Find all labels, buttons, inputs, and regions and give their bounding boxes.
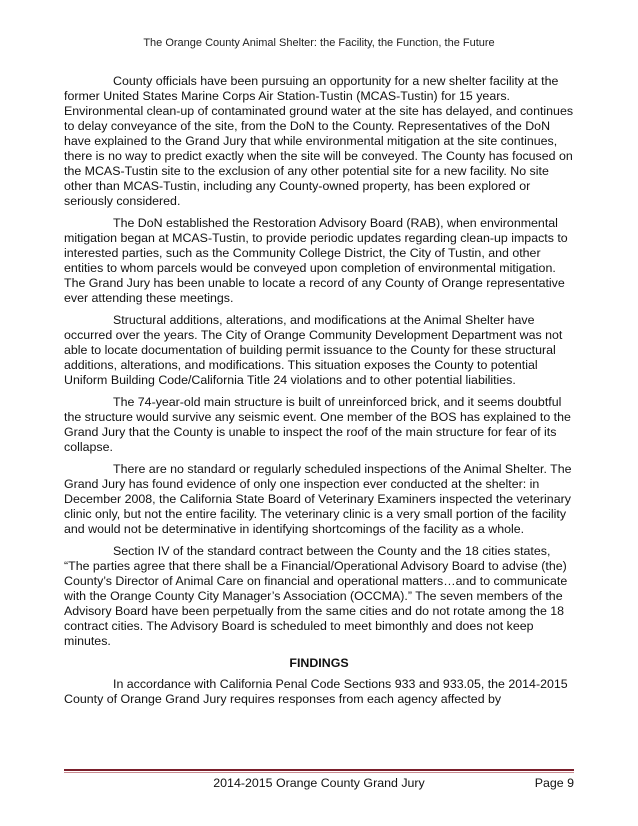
page-number: Page 9: [534, 776, 574, 790]
footer-title: 2014-2015 Orange County Grand Jury: [213, 776, 425, 790]
footer-rule-thin: [64, 772, 574, 773]
paragraph-advisory-board: Section IV of the standard contract between the County and the 18 cities states, “The parties agree that there shall be a Financial/Operational Advisory Board to advise (the) County’s Director of Animal Care on financial and operational matters…and to communicate with the Orange County City Manager’s Association (OCCMA).” The seven members of the Advisory Board have been perpetually from the same cities and do not rotate among the 18 contract cities. The Advisory Board is scheduled to meet bimonthly and does not keep minutes.: [64, 544, 568, 648]
document-body: [64, 74, 574, 714]
page-header: The Orange County Animal Shelter: the Facility, the Function, the Future: [143, 37, 495, 49]
findings-heading: FINDINGS: [289, 656, 349, 670]
paragraph-restoration-advisory-board: The DoN established the Restoration Advisory Board (RAB), when environmental mitigation began at MCAS-Tustin, to provide periodic updates regarding clean-up impacts to interested parties, such as the Community College District, the City of Tustin, and other entities to whom parcels would be conveyed upon completion of environmental mitigation. The Grand Jury has been unable to locate a record of any County of Orange representative ever attending these meetings.: [64, 216, 568, 305]
paragraph-findings-intro: In accordance with California Penal Code Sections 933 and 933.05, the 2014-2015 County of Orange Grand Jury requires responses from each agency affected by: [64, 677, 568, 706]
paragraph-structural-additions: Structural additions, alterations, and modifications at the Animal Shelter have occurred over the years. The City of Orange Community Development Department was not able to locate documentation of building permit issuance to the County for these structural additions, alterations, and modifications. This situation exposes the County to potential Uniform Building Code/California Title 24 violations and to other potential liabilities.: [64, 313, 563, 387]
paragraph-main-structure: The 74-year-old main structure is built of unreinforced brick, and it seems doubtful the structure would survive any seismic event. One member of the BOS has explained to the Grand Jury that the County is unable to inspect the roof of the main structure for fear of its collapse.: [64, 395, 571, 454]
footer-rule: [64, 769, 574, 771]
paragraph-mcas-tustin: County officials have been pursuing an opportunity for a new shelter facility at the former United States Marine Corps Air Station-Tustin (MCAS-Tustin) for 15 years. Environmental clean-up of contaminated ground water at the site has delayed, and continues to delay conveyance of the site, from the DoN to the County. Representatives of the DoN have explained to the Grand Jury that while environmental mitigation at the site continues, there is no way to predict exactly when the site will be conveyed. The County has focused on the MCAS-Tustin site to the exclusion of any other potential site for a new facility. No site other than MCAS-Tustin, including any County-owned property, has been explored or seriously considered.: [64, 74, 574, 208]
paragraph-inspections: There are no standard or regularly scheduled inspections of the Animal Shelter. The Grand Jury has found evidence of only one inspection ever conducted at the shelter: in December 2008, the California State Board of Veterinary Examiners inspected the veterinary clinic only, but not the entire facility. The veterinary clinic is a very small portion of the facility and would not be determinative in identifying shortcomings of the facility as a whole.: [64, 462, 572, 536]
